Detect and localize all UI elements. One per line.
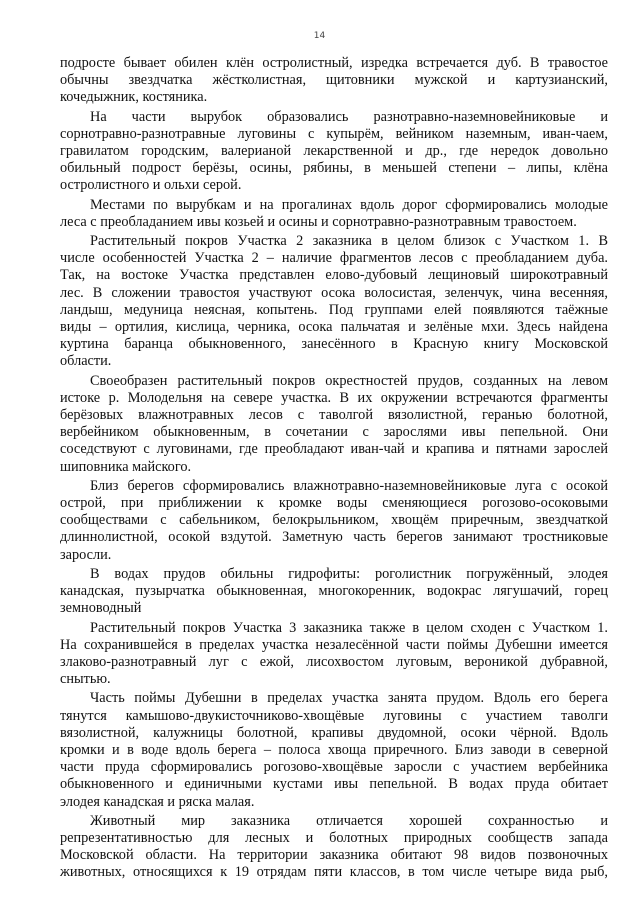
- text-line: области.: [60, 353, 112, 370]
- text-line: виды – ортилия, кислица, черника, осока пальчатая и зелёные мхи. Здесь найдена: [60, 319, 608, 336]
- paragraph: [60, 233, 608, 371]
- text-line: куртина баранца обыкновенного, занесённого в Красную книгу Московской: [60, 336, 608, 353]
- text-line: сорнотравно-разнотравные луговины с купырём, вейником наземным, иван-чаем,: [60, 125, 608, 142]
- paragraph: [60, 690, 608, 810]
- text-line: части пруда сформировались рогозово-хвощёвые заросли с участием вербейника: [60, 759, 608, 776]
- text-line: На сохранившейся в пределах участка незалесённой части поймы Дубешни имеется: [60, 636, 608, 653]
- text-line: берёзовых влажнотравных лесов с таволгой вязолистной, геранью болотной,: [60, 407, 608, 424]
- text-line: кочедыжник, костяника.: [60, 89, 208, 106]
- text-line: лес. В сложении травостоя участвуют осока волосистая, зеленчук, чина весенняя,: [60, 284, 608, 301]
- text-line: острой, при приближении к кромке воды сменяющиеся рогозово-осоковыми: [60, 495, 608, 512]
- text-line: остролистного и ольхи серой.: [60, 177, 242, 194]
- page-number: 14: [313, 31, 326, 41]
- text-line: репрезентативностью для лесных и болотных природных сообществ запада: [60, 829, 608, 846]
- text-line: числе особенностей Участка 2 – наличие фрагментов лесов с преобладанием дуба.: [60, 250, 608, 267]
- paragraph: [60, 566, 608, 618]
- text-line: истоке р. Молодельня на севере участка. В их окружении встречаются фрагменты: [60, 389, 608, 406]
- text-line: гравилатом городским, валерианой лекарственной и др., где нередок довольно: [60, 143, 608, 160]
- text-line: Местами по вырубкам и на прогалинах вдоль дорог сформировались молодые: [90, 196, 608, 213]
- text-line: длиннолистной, осокой вздутой. Заметную часть берегов занимают тростниковые: [60, 529, 608, 546]
- text-line: Близ берегов сформировались влажнотравно-наземновейниковые луга с осокой: [90, 477, 608, 494]
- text-line: Так, на востоке Участка представлен елово-дубовый лещиновый широкотравный: [60, 267, 608, 284]
- text-line: заросли.: [60, 546, 112, 563]
- paragraph: [60, 620, 608, 689]
- text-line: Растительный покров Участка 3 заказника также в целом сходен с Участком 1.: [90, 619, 608, 636]
- text-line: снытью.: [60, 671, 111, 688]
- text-line: Часть поймы Дубешни в пределах участка занята прудом. Вдоль его берега: [90, 690, 608, 707]
- text-line: канадская, пузырчатка обыкновенная, многокоренник, водокрас лягушачий, горец: [60, 583, 608, 600]
- paragraph: [60, 373, 608, 476]
- text-line: соседствуют с луговинами, где преобладают иван-чай и крапива и пятнами зарослей: [60, 441, 608, 458]
- text-line: Своеобразен растительный покров окрестностей прудов, созданных на левом: [90, 372, 608, 389]
- text-line: Животный мир заказника отличается хорошей сохранностью и: [90, 812, 608, 829]
- text-line: Растительный покров Участка 2 заказника в целом близок с Участком 1. В: [90, 233, 608, 250]
- text-line: В водах прудов обильны гидрофиты: роголистник погружённый, элодея: [90, 565, 608, 582]
- paragraph: [60, 197, 608, 231]
- text-line: животных, относящихся к 19 отрядам пяти классов, в том числе четыре вида рыб,: [60, 864, 608, 881]
- text-line: Московской области. На территории заказника обитают 98 видов позвоночных: [60, 847, 608, 864]
- text-line: элодея канадская и ряска малая.: [60, 793, 255, 810]
- text-line: обильный подрост берёзы, осины, рябины, в меньшей степени – липы, клёна: [60, 160, 608, 177]
- text-line: леса с преобладанием ивы козьей и осины и сорнотравно-разнотравным травостоем.: [60, 213, 577, 230]
- text-line: тянутся камышово-двукисточниково-хвощёвые луговины с участием таволги: [60, 707, 608, 724]
- text-line: шиповника майского.: [60, 458, 192, 475]
- text-line: вербейником обыкновенным, в сочетании с зарослями ивы пепельной. Они: [60, 424, 608, 441]
- text-line: обыкновенного и единичными кустами ивы пепельной. В водах пруда обитает: [60, 776, 608, 793]
- paragraph: [60, 55, 608, 107]
- paragraph: [60, 109, 608, 195]
- text-line: На части вырубок образовались разнотравно-наземновейниковые и: [90, 108, 608, 125]
- paragraph: [60, 813, 608, 882]
- text-line: земноводный: [60, 600, 142, 617]
- paragraph: [60, 478, 608, 564]
- text-line: вязолистной, калужницы болотной, крапивы двудомной, осоки чёрной. Вдоль: [60, 724, 608, 741]
- text-line: кромки и в воде вдоль берега – полоса хвоща приречного. Близ заводи в северной: [60, 741, 608, 758]
- text-line: обычны звездчатка жёстколистная, щитовники мужской и картузианский,: [60, 72, 608, 89]
- body-text: [60, 55, 608, 884]
- text-line: сообществами с сабельником, белокрыльником, хвощём приречным, звездчаткой: [60, 512, 608, 529]
- text-line: злаково-разнотравный луг с ежой, лисохвостом луговым, вероникой дубравной,: [60, 653, 608, 670]
- text-line: ландыш, медуница неясная, копытень. Под группами елей появляются таёжные: [60, 301, 608, 318]
- text-line: подросте бывает обилен клён остролистный, изредка встречается дуб. В травостое: [60, 55, 608, 71]
